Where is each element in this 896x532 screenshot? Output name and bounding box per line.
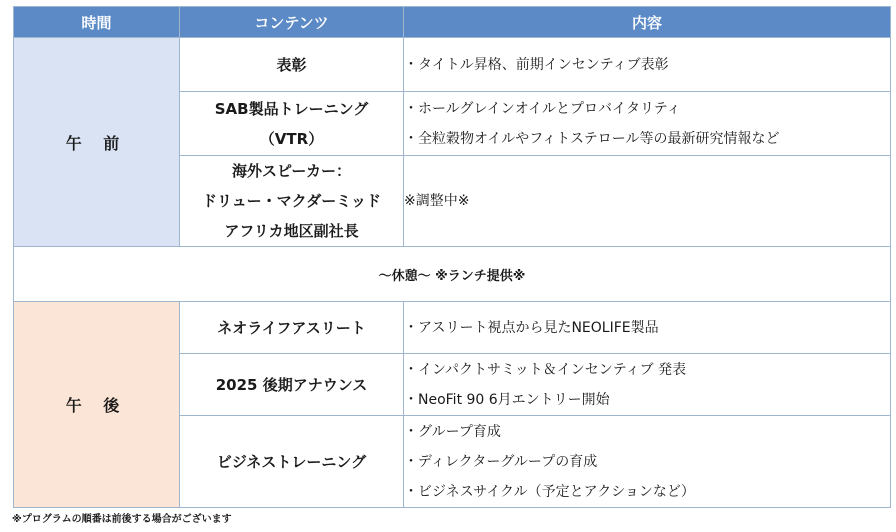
topic-line: アフリカ地区副社長	[224, 222, 359, 240]
topic-cell	[180, 354, 404, 416]
topic-cell	[180, 302, 404, 354]
header-time: 時間	[14, 7, 180, 38]
table-row	[14, 302, 891, 354]
detail-cell	[404, 92, 891, 156]
detail-line: ・NeoFit 90 6月エントリー開始	[404, 391, 610, 408]
detail-cell	[404, 156, 891, 247]
topic-line: ドリュー・マクダーミッド	[202, 192, 381, 210]
topic-line: 海外スピーカー：	[231, 162, 352, 180]
detail-line: ※調整中※	[404, 193, 470, 209]
detail-line: ・ビジネスサイクル（予定とアクションなど）	[404, 483, 695, 500]
detail-cell	[404, 38, 891, 92]
topic-line: ビジネストレーニング	[216, 452, 367, 471]
topic-line: SAB製品トレーニング	[214, 99, 369, 118]
schedule-table	[13, 6, 891, 508]
detail-line: ・アスリート視点から見たNEOLIFE製品	[404, 319, 659, 336]
detail-line: ・タイトル昇格、前期インセンティブ表彰	[404, 56, 669, 73]
detail-line: ・ディレクターグループの育成	[404, 453, 598, 470]
topic-cell	[180, 156, 404, 247]
period-morning: 午 前	[14, 38, 180, 247]
topic-cell	[180, 92, 404, 156]
header-row	[14, 7, 891, 38]
header-contents: コンテンツ	[180, 7, 404, 38]
topic-line: ネオライフアスリート	[217, 318, 366, 337]
topic-line: 2025 後期アナウンス	[215, 375, 368, 394]
break-row	[14, 247, 891, 302]
detail-cell	[404, 416, 891, 508]
topic-cell	[180, 38, 404, 92]
break-label: ～休憩～ ※ランチ提供※	[14, 247, 891, 302]
footnote: ※プログラムの順番は前後する場合がございます	[12, 514, 232, 525]
topic-line: 表彰	[276, 55, 307, 74]
detail-line: ・ホールグレインオイルとプロバイタリティ	[404, 100, 681, 117]
detail-line: ・全粒穀物オイルやフィトステロール等の最新研究情報など	[404, 130, 780, 147]
detail-cell	[404, 354, 891, 416]
topic-cell	[180, 416, 404, 508]
header-details: 内容	[404, 7, 891, 38]
period-afternoon: 午 後	[14, 302, 180, 508]
detail-cell	[404, 302, 891, 354]
detail-line: ・グループ育成	[404, 423, 501, 440]
detail-line: ・インパクトサミット＆インセンティブ 発表	[404, 361, 687, 378]
topic-line: （VTR）	[259, 129, 324, 148]
table-row	[14, 38, 891, 92]
